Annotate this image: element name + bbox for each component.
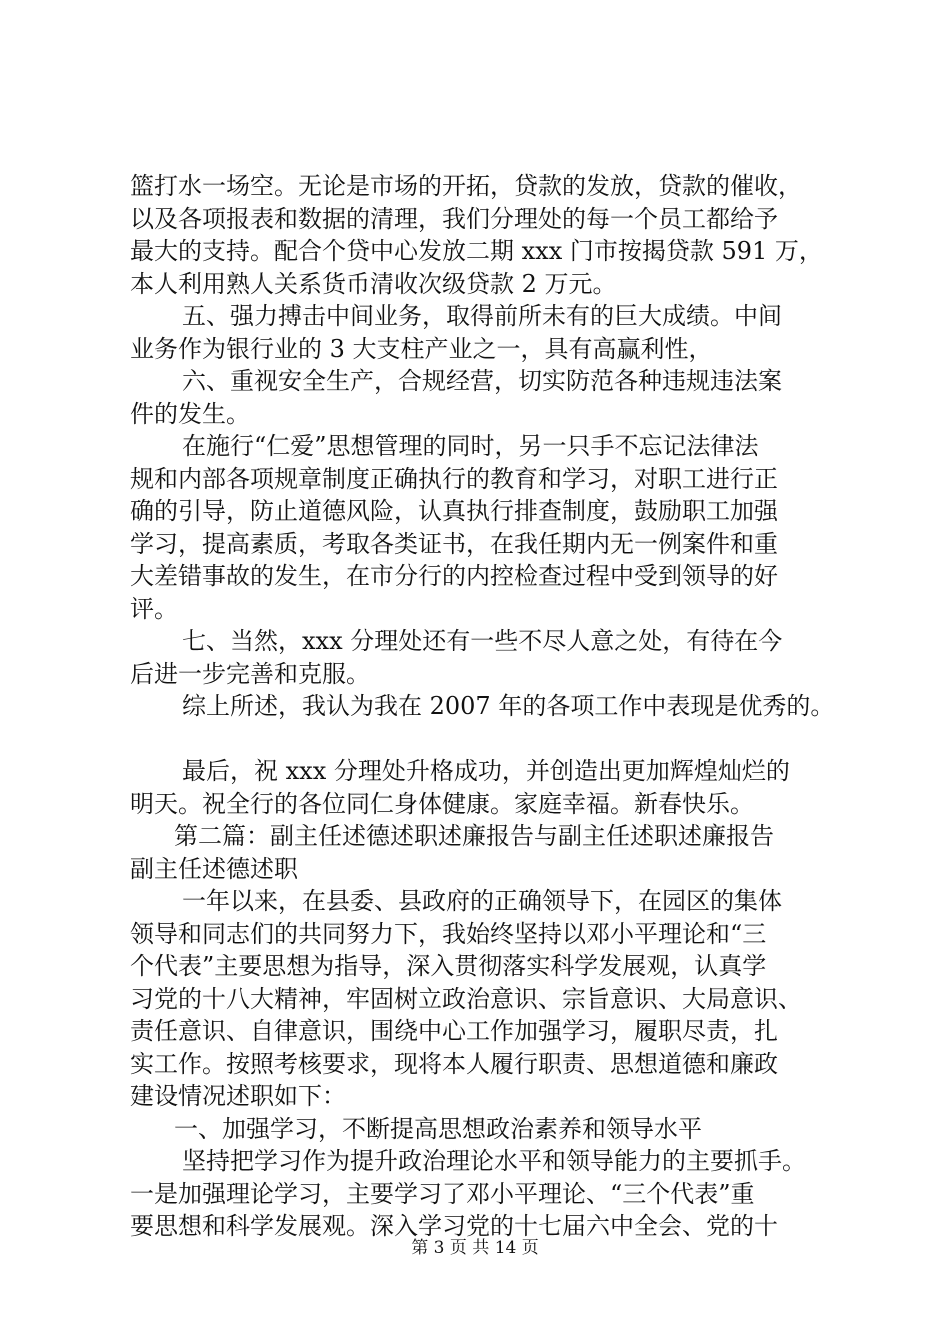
section-heading-1: 一、加强学习，不断提高思想政治素养和领导水平 [174,1114,702,1143]
chapter-title: 第二篇：副主任述德述职述廉报告与副主任述职述廉报告 [174,822,774,850]
paragraph-start: 在施行“仁爱”思想管理的同时，另一只手不忘记法律法 [182,432,759,460]
report-subtitle: 副主任述德述职 [130,854,298,883]
text-line: 件的发生。 [130,399,250,428]
section-heading-6: 六、重视安全生产，合规经营，切实防范各种违规违法案 [182,367,782,395]
text-line: 篮打水一场空。无论是市场的开拓，贷款的发放，贷款的催收， [130,172,802,200]
paragraph-gap [130,723,840,756]
text-line: 建设情况述职如下： [130,1082,346,1110]
text-line: 本人利用熟人关系货币清收次级贷款 2 万元。 [130,269,617,298]
page-number-footer: 第 3 页 共 14 页 [411,1238,539,1258]
document-body [130,170,840,1243]
text-line: 一是加强理论学习，主要学习了邓小平理论、“三个代表”重 [130,1179,755,1208]
text-line: 实工作。按照考核要求，现将本人履行职责、思想道德和廉政 [130,1049,778,1078]
text-line: 学习，提高素质，考取各类证书，在我任期内无一例案件和重 [130,529,778,558]
text-line: 习党的十八大精神，牢固树立政治意识、宗旨意识、大局意识、 [130,984,802,1013]
text-line: 以及各项报表和数据的清理，我们分理处的每一个员工都给予 [130,204,778,233]
text-line: 业务作为银行业的 3 大支柱产业之一，具有高赢利性， [130,334,713,363]
paragraph-start: 坚持把学习作为提升政治理论水平和领导能力的主要抓手。 [182,1147,806,1175]
text-line: 个代表”主要思想为指导，深入贯彻落实科学发展观，认真学 [130,952,767,980]
text-line: 要思想和科学发展观。深入学习党的十七届六中全会、党的十 [130,1212,778,1240]
text-line: 确的引导，防止道德风险，认真执行排查制度，鼓励职工加强 [130,497,778,525]
text-line: 评。 [130,594,178,623]
text-line: 领导和同志们的共同努力下，我始终坚持以邓小平理论和“三 [130,919,767,948]
text-line: 明天。祝全行的各位同仁身体健康。家庭幸福。新春快乐。 [130,789,754,818]
summary-line: 综上所述，我认为我在 2007 年的各项工作中表现是优秀的。 [182,692,835,720]
text-line: 最大的支持。配合个贷中心发放二期 xxx 门市按揭贷款 591 万， [130,237,823,265]
text-line: 规和内部各项规章制度正确执行的教育和学习，对职工进行正 [130,464,778,493]
section-heading-5: 五、强力搏击中间业务，取得前所未有的巨大成绩。中间 [182,302,782,330]
paragraph-start: 最后，祝 xxx 分理处升格成功，并创造出更加辉煌灿烂的 [182,757,790,785]
paragraph-start: 一年以来，在县委、县政府的正确领导下，在园区的集体 [182,887,782,915]
section-heading-7: 七、当然，xxx 分理处还有一些不尽人意之处，有待在今 [182,627,783,655]
text-line: 后进一步完善和克服。 [130,659,370,688]
text-line: 大差错事故的发生，在市分行的内控检查过程中受到领导的好 [130,562,778,590]
text-line: 责任意识、自律意识，围绕中心工作加强学习，履职尽责，扎 [130,1017,778,1045]
